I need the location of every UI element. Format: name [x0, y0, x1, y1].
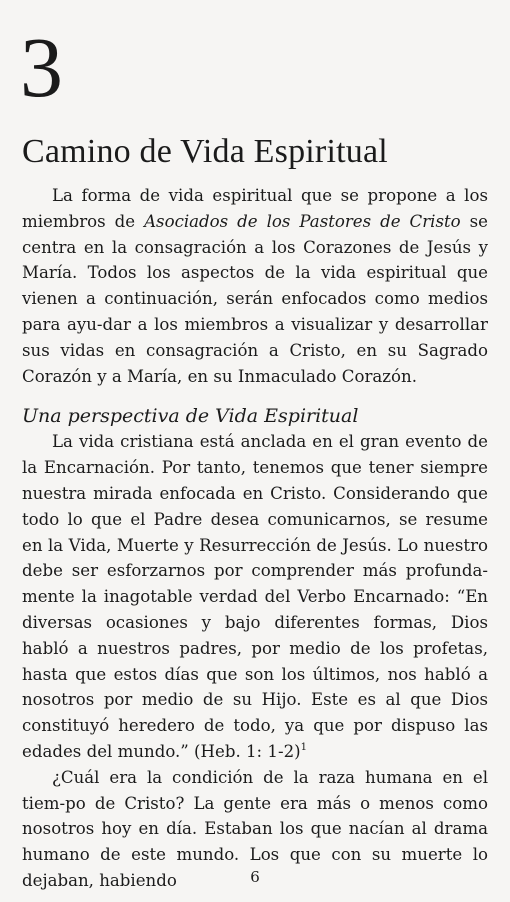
chapter-number: 3: [20, 19, 63, 115]
section-paragraph-1: [22, 429, 488, 764]
organization-name: Asociados de los Pastores de Cristo: [144, 211, 461, 231]
section-paragraph-2: ¿Cuál era la condición de la raza humana en el tiem-po de Cristo? La gente era más o menos como nosotros hoy en día. Estaban los que nacían al drama humano de este mundo. Los que con su muerte lo dejaban, habiendo: [22, 767, 488, 890]
page-number: 6: [250, 868, 260, 886]
chapter-title: Camino de Vida Espiritual: [22, 133, 388, 170]
body-text: [22, 183, 488, 894]
section-paragraph-1-text: La vida cristiana está anclada en el gran evento de la Encarnación. Por tanto, tenemos que tener siempre nuestra mirada enfocada en Cristo. Considerando que todo lo que el Padre desea comunicarnos, se resume en la Vida, Muerte y Resurrección de Jesús. Lo nuestro debe ser esforzarnos por comprender más profunda-mente la inagotable verdad del Verbo Encarnado: “En diversas ocasiones y bajo diferentes formas, Dios habló a nuestros padres, por medio de los profetas, hasta que estos días que son los últimos, nos habló a nosotros por medio de su Hijo. Este es al que Dios constituyó heredero de todo, ya que por dispuso las edades del mundo.” (Heb. 1: 1-2): [22, 432, 488, 761]
intro-paragraph: [22, 183, 488, 389]
intro-text-start: La forma de vida espiritual que se propone a los miembros de: [22, 186, 488, 231]
section-heading: Una perspectiva de Vida Espiritual: [22, 405, 359, 428]
intro-text-end: se centra en la consagración a los Corazones de Jesús y María. Todos los aspectos de la vida espiritual que vienen a continuación, serán enfocados como medios para ayu-dar a los miembros a visualizar y desarrollar sus vidas en consagración a Cristo, en su Sagrado Corazón y a María, en su Inmaculado Corazón.: [22, 211, 488, 386]
footnote-marker: 1: [300, 741, 307, 753]
